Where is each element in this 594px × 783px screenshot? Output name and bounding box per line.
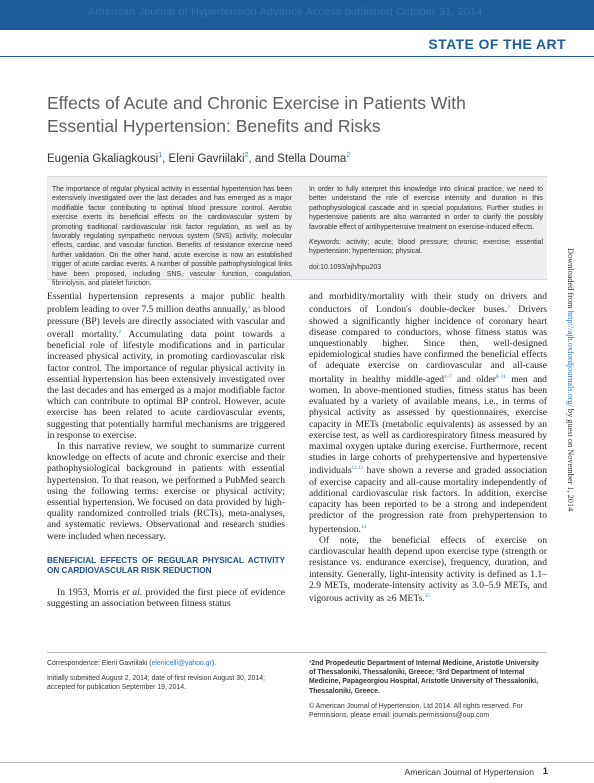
submission-dates: Initially submitted August 2, 2014; date of first revision August 30, 2014; accepted for publication September 19, 2014. <box>47 675 265 692</box>
correspondence <box>47 659 287 668</box>
author-list <box>47 152 350 165</box>
citation-ref[interactable]: 12,13 <box>351 466 363 472</box>
body-right-column <box>309 291 547 604</box>
body-left-column <box>47 291 285 609</box>
correspondence-label: Correspondence: Eleni Gavriilaki ( <box>47 660 152 667</box>
section-label: STATE OF THE ART <box>428 36 566 52</box>
body-text: as blood pressure (BP) levels are directly associated with vascular and overall mortality. <box>47 304 285 340</box>
footer-rule <box>0 762 594 763</box>
header-rule <box>0 56 594 57</box>
citation-ref[interactable]: 4–7 <box>444 374 452 380</box>
footnotes-right <box>309 659 547 726</box>
author-separator: , and <box>248 152 278 165</box>
abstract-box <box>47 176 547 288</box>
author-separator: , <box>162 152 169 165</box>
top-banner <box>0 0 594 30</box>
side-text-prefix: Downloaded from <box>566 248 575 311</box>
citation-ref[interactable]: 1 <box>247 305 251 311</box>
section-heading: BENEFICIAL EFFECTS OF REGULAR PHYSICAL ACTIVITY ON CARDIOVASCULAR RISK REDUCTION <box>47 555 285 576</box>
body-paragraph <box>47 587 285 609</box>
body-paragraph <box>309 291 547 535</box>
citation-ref[interactable]: 14 <box>360 524 366 530</box>
author-name: Eleni Gavriilaki <box>168 152 245 165</box>
author-affiliation-mark: 2 <box>346 152 351 159</box>
body-text: Essential hypertension represents a major public health problem leading to over 7.5 million deaths annually, <box>47 291 285 316</box>
abstract-left-column <box>52 185 292 294</box>
author-affiliation-mark: 1 <box>158 152 163 159</box>
abstract-text-continued: In order to fully interpret this knowledge into clinical practice, we need to better understand the role of exercise intensity and duration in this pathophysiological cascade and in special populations. Further studies in hypertensive patients are also warranted in order to clarify the possibly favorable effect of antihypertensive treatment on exercise-induced effects. <box>309 186 543 231</box>
body-paragraph <box>309 535 547 604</box>
body-text: and older <box>451 373 496 385</box>
citation-ref[interactable]: 15 <box>424 594 430 600</box>
side-text-suffix: by guest on November 1, 2014 <box>566 406 575 512</box>
abstract-text: The importance of regular physical activity in essential hypertension has been extensively investigated over the last decades and has emerged as a major modifiable factor contributing to optimal blood pressure control. Aerobic exercise exerts its beneficial effects on the cardiovascular system by promoting traditional cardiovascular risk factor regulation, as well as by favorably regulating sympathetic nervous system (SNS) activity, molecular effects, cardiac, and vascular function. Benefits of resistance exercise need further validation. On the other hand, acute exercise is now an established trigger of acute cardiac events. A number of possible pathophysiological links have been proposed, including SNS, vascular function, coagulation, fibrinolysis, and platelet function. <box>52 186 292 288</box>
copyright: © American Journal of Hypertension, Ltd 2014. All rights reserved. For Permissions, please email: journals.permissions@oup.com <box>309 702 523 720</box>
doi[interactable]: doi:10.1093/ajh/hpu203 <box>309 263 382 271</box>
body-text: Drivers showed a significantly higher incidence of coronary heart disease compared to conductors, whose fitness status was unquestionably higher. Since then, well-designed epidemiological studies have confirmed the beneficial effects of adequate exercise on cardiovascular and all-cause mortality in healthy middle-aged <box>309 304 548 385</box>
journal-site-link[interactable]: http://ajh.oxfordjournals.org/ <box>566 310 575 407</box>
footnotes-left <box>47 659 287 699</box>
footer-journal-name: American Journal of Hypertension <box>404 767 534 777</box>
body-text: Of note, the beneficial effects of exercise on cardiovascular health depend upon exercise type (strength or resistance vs. endurance exercise), frequency, duration, and intensity. Generally, light-intensity activity is defined as 1.1–2.9 METs, moderate-intensity activity as 3.0–5.9 METs, and vigorous activity as ≥6 METs. <box>309 535 547 605</box>
author-affiliation-mark: 2 <box>244 152 249 159</box>
affiliations: ¹2nd Propedeutic Department of Internal Medicine, Aristotle University of Thessaloniki, Thessaloniki, Greece; ²3rd Department of Internal Medicine, Papageorgiou Hospital, Aristotle University of Thessaloniki, Thessaloniki, Greece. <box>309 660 539 695</box>
body-paragraph <box>47 291 285 441</box>
body-text: Accumulating data point towards a beneficial role of lifestyle modifications and in particular increased physical activity, in promoting cardiovascular risk factor control. The importance of regular physical activity in essential hypertension has been extensively investigated over the last decades and has emerged as a major modifiable factor which can contribute to optimal BP control. However, acute exercise has been related to acute cardiovascular events, suggesting that potentially harmful mechanisms are triggered in response to exercise. <box>47 328 285 441</box>
body-text: have shown a reverse and graded association of exercise capacity and all-cause mortality independently of additional cardiovascular risk factors. In addition, exercise capacity has been reported to be a strong and independent predictor of the progression rate from prehypertension to hypertension. <box>309 465 547 535</box>
keywords <box>309 238 543 257</box>
keywords-text: activity; acute; blood pressure; chronic; exercise; essential hypertension; hypertension; physical. <box>309 239 543 256</box>
article-title: Effects of Acute and Chronic Exercise in Patients With Essential Hypertension: Benefits and Risks <box>47 93 466 136</box>
body-text: In 1953, Morris <box>57 586 123 598</box>
body-text: and morbidity/mortality with their study on drivers and conductors of London's double-decker buses. <box>309 291 547 316</box>
correspondence-end: ). <box>211 660 217 667</box>
advance-access-watermark: American Journal of Hypertension Advance Access published October 31, 2014 <box>88 6 483 18</box>
citation-ref[interactable]: 3 <box>507 305 510 311</box>
body-text: provided the first piece of evidence suggesting an association between fitness status <box>47 586 285 610</box>
citation-ref[interactable]: 2 <box>118 329 122 335</box>
body-text-italic: et al. <box>122 586 143 598</box>
keywords-label: Keywords: <box>309 239 342 247</box>
page-number: 1 <box>542 766 548 777</box>
citation-ref[interactable]: 8–11 <box>495 374 506 380</box>
footnote-rule <box>47 652 547 653</box>
author-name: Eugenia Gkaliagkousi <box>47 152 159 165</box>
author-name: Stella Douma <box>277 152 347 165</box>
abstract-right-column <box>309 185 543 278</box>
body-text: men and women. In above-mentioned studies, fitness status has been evaluated by a variety of available means, i.e., in terms of physical activity as assessed by questionnaires, exercise capacity in METs (metabolic equivalents) as assessed by an exercise test, as well as cardiorespiratory fitness measured by maximal oxygen uptake during exercise. Furthermore, recent studies in large cohorts of prehypertensive and hypertensive individuals <box>309 373 547 477</box>
correspondence-email-link[interactable]: elenicelli@yahoo.gr <box>151 660 212 667</box>
download-sidebar <box>566 248 575 511</box>
body-paragraph: In this narrative review, we sought to summarize current knowledge on effects of acute and chronic exercise and their pathophysiological background in patients with essential hypertension. To that reason, we performed a PubMed search using the following terms: exercise or physical activity; essential hypertension. We focused on data provided by high-quality randomized controlled trials (RCTs), meta-analyses, and systematic reviews. Observational and research studies were included when necessary. <box>47 441 285 542</box>
